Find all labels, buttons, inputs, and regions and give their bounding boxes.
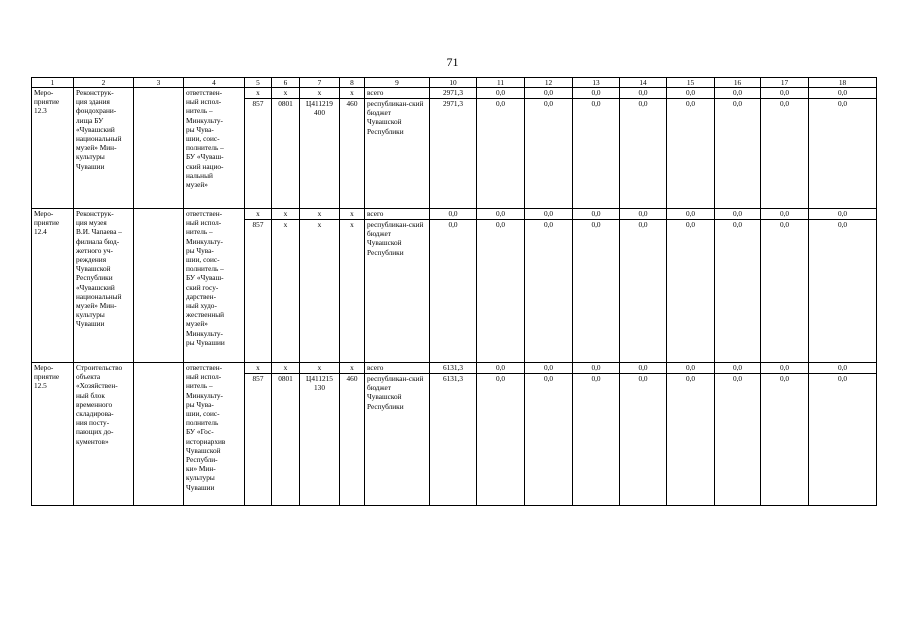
measure-description-line: ция здания: [76, 97, 110, 107]
measure-description-line: национальный: [76, 291, 122, 301]
measure-name-line: приятие: [34, 97, 60, 107]
column-header: 8: [340, 78, 365, 88]
executor: [184, 209, 245, 363]
measure-description-line: Республики: [76, 273, 113, 283]
amount-cell: 0,0: [573, 220, 620, 363]
measure-name-line: 12.3: [34, 106, 47, 116]
measure-description-line: ция музея: [76, 218, 107, 228]
amount-cell: 0,0: [525, 99, 573, 209]
executor-line: ный худо-: [186, 301, 217, 311]
empty-cell: [134, 209, 184, 363]
code-target-article: х: [300, 209, 340, 220]
measure-name-line: Меро-: [34, 209, 54, 218]
funding-source: республикан-ский бюджет Чувашской Республики: [365, 220, 430, 363]
code-target-article: Ц411215 130: [300, 374, 340, 506]
measure-name: [32, 88, 74, 209]
executor-line: нитель –: [186, 381, 213, 391]
funding-source: всего: [365, 363, 430, 374]
table-row-total: [32, 363, 877, 374]
executor-line: жественный: [186, 310, 225, 320]
amount-cell: 0,0: [667, 99, 715, 209]
code-section: 0801: [272, 374, 300, 506]
executor-line: Чувашии: [186, 482, 215, 492]
executor-line: ский госу-: [186, 282, 219, 292]
executor-line: БУ «Чуваш-: [186, 152, 224, 162]
code-target-article: х: [300, 363, 340, 374]
code-grbs: 857: [245, 374, 272, 506]
executor-line: Минкульту-: [186, 390, 223, 400]
amount-cell: 2971,3: [430, 99, 477, 209]
executor: [184, 363, 245, 506]
code-section: х: [272, 220, 300, 363]
measure-description-line: объекта: [76, 372, 101, 382]
executor-line: БУ «Гос-: [186, 427, 214, 437]
empty-cell: [134, 363, 184, 506]
measure-description: [74, 209, 134, 363]
measure-description-line: музей» Мин-: [76, 143, 117, 153]
amount-cell: 0,0: [715, 363, 761, 374]
executor-line: культуры: [186, 473, 215, 483]
executor-line: ный испол-: [186, 218, 222, 228]
empty-cell: [134, 88, 184, 209]
measure-description-line: «Чувашский: [76, 124, 115, 134]
amount-cell: 0,0: [573, 88, 620, 99]
page-number: 71: [446, 55, 459, 69]
amount-cell: 0,0: [809, 374, 877, 506]
amount-cell: 0,0: [573, 363, 620, 374]
measure-description: [74, 363, 134, 506]
measure-description-line: кументов»: [76, 436, 109, 446]
amount-cell: 0,0: [667, 209, 715, 220]
code-expense-type: х: [340, 363, 365, 374]
amount-cell: 0,0: [809, 220, 877, 363]
amount-cell: 0,0: [715, 374, 761, 506]
amount-cell: 0,0: [525, 88, 573, 99]
measure-description-line: фондохрани-: [76, 106, 117, 116]
code-grbs: х: [245, 88, 272, 99]
code-expense-type: 460: [340, 374, 365, 506]
code-target-article: х: [300, 88, 340, 99]
executor-line: нитель –: [186, 106, 213, 116]
column-header: 14: [620, 78, 667, 88]
amount-cell: 0,0: [573, 99, 620, 209]
column-header: 1: [32, 78, 74, 88]
code-section: х: [272, 88, 300, 99]
column-header: 3: [134, 78, 184, 88]
measure-description: [74, 88, 134, 209]
measure-description-line: Чувашской: [76, 264, 111, 274]
executor-line: ный испол-: [186, 97, 222, 107]
executor-line: шии, соис-: [186, 409, 220, 419]
measure-description-line: культуры: [76, 310, 105, 320]
measure-description-line: Строительство: [76, 363, 123, 372]
amount-cell: 0,0: [620, 374, 667, 506]
funding-source: всего: [365, 209, 430, 220]
amount-cell: 0,0: [620, 88, 667, 99]
funding-source: республикан-ский бюджет Чувашской Республики: [365, 99, 430, 209]
amount-cell: 0,0: [761, 209, 809, 220]
amount-cell: 0,0: [430, 220, 477, 363]
executor-line: дарствен-: [186, 291, 217, 301]
measure-description-line: складирова-: [76, 409, 114, 419]
measure-name-line: 12.5: [34, 381, 47, 391]
amount-cell: 0,0: [525, 374, 573, 506]
measure-description-line: «Чувашский: [76, 282, 115, 292]
executor-line: Минкульту-: [186, 328, 223, 338]
measure-description-line: «Хозяйствен-: [76, 381, 118, 391]
code-expense-type: х: [340, 88, 365, 99]
amount-cell: 0,0: [761, 363, 809, 374]
column-header: 2: [74, 78, 134, 88]
measure-description-line: ния посту-: [76, 418, 110, 428]
column-header: 11: [477, 78, 525, 88]
amount-cell: 2971,3: [430, 88, 477, 99]
executor: [184, 88, 245, 209]
amount-cell: 6131,3: [430, 363, 477, 374]
amount-cell: 6131,3: [430, 374, 477, 506]
column-header: 10: [430, 78, 477, 88]
executor-line: ки» Мин-: [186, 464, 216, 474]
measure-description-line: Чувашии: [76, 161, 105, 171]
column-header: 15: [667, 78, 715, 88]
code-section: х: [272, 363, 300, 374]
executor-line: музей»: [186, 319, 208, 329]
amount-cell: 0,0: [809, 88, 877, 99]
column-header: 18: [809, 78, 877, 88]
amount-cell: 0,0: [667, 220, 715, 363]
amount-cell: 0,0: [620, 99, 667, 209]
amount-cell: 0,0: [477, 209, 525, 220]
measure-description-line: реждения: [76, 255, 107, 265]
measure-description-line: Реконструк-: [76, 88, 114, 97]
measure-description-line: жетного уч-: [76, 245, 113, 255]
column-header: 13: [573, 78, 620, 88]
measure-description-line: национальный: [76, 134, 122, 144]
executor-line: ры Чува-: [186, 399, 214, 409]
measure-description-line: ный блок: [76, 390, 105, 400]
amount-cell: 0,0: [620, 363, 667, 374]
executor-line: Минкульту-: [186, 236, 223, 246]
code-expense-type: х: [340, 209, 365, 220]
code-grbs: 857: [245, 99, 272, 209]
executor-line: БУ «Чуваш-: [186, 273, 224, 283]
amount-cell: 0,0: [477, 220, 525, 363]
measure-description-line: пающих до-: [76, 427, 114, 437]
amount-cell: 0,0: [525, 220, 573, 363]
code-expense-type: 460: [340, 99, 365, 209]
column-header: 12: [525, 78, 573, 88]
code-section: 0801: [272, 99, 300, 209]
measure-name: [32, 209, 74, 363]
executor-line: полнитель: [186, 418, 219, 428]
measure-name-line: 12.4: [34, 227, 47, 237]
table-row-total: [32, 209, 877, 220]
amount-cell: 0,0: [477, 363, 525, 374]
amount-cell: 0,0: [715, 88, 761, 99]
executor-line: ный испол-: [186, 372, 222, 382]
measure-description-line: Чувашии: [76, 319, 105, 329]
funding-source: республикан-ский бюджет Чувашской Республики: [365, 374, 430, 506]
amount-cell: 0,0: [715, 209, 761, 220]
column-header: 6: [272, 78, 300, 88]
amount-cell: 0,0: [761, 374, 809, 506]
amount-cell: 0,0: [573, 209, 620, 220]
amount-cell: 0,0: [477, 374, 525, 506]
executor-line: полнитель –: [186, 264, 224, 274]
column-header: 16: [715, 78, 761, 88]
amount-cell: 0,0: [477, 99, 525, 209]
measure-name-line: приятие: [34, 218, 60, 228]
executor-line: Чувашской: [186, 445, 221, 455]
executor-line: ры Чува-: [186, 124, 214, 134]
code-target-article: х: [300, 220, 340, 363]
measure-description-line: лища БУ: [76, 115, 104, 125]
amount-cell: 0,0: [715, 99, 761, 209]
executor-line: ский нацио-: [186, 161, 224, 171]
code-grbs: х: [245, 209, 272, 220]
executor-line: полнитель –: [186, 143, 224, 153]
amount-cell: 0,0: [620, 220, 667, 363]
amount-cell: 0,0: [761, 220, 809, 363]
column-header: 5: [245, 78, 272, 88]
header-row: [32, 78, 877, 88]
amount-cell: 0,0: [620, 209, 667, 220]
measure-description-line: В.И. Чапаева –: [76, 227, 122, 237]
column-header: 4: [184, 78, 245, 88]
code-section: х: [272, 209, 300, 220]
column-header: 9: [365, 78, 430, 88]
executor-line: ответствен-: [186, 209, 223, 218]
amount-cell: 0,0: [573, 374, 620, 506]
amount-cell: 0,0: [761, 99, 809, 209]
executor-line: музей»: [186, 180, 208, 190]
executor-line: ры Чувашии: [186, 337, 225, 347]
code-expense-type: х: [340, 220, 365, 363]
measure-name: [32, 363, 74, 506]
amount-cell: 0,0: [477, 88, 525, 99]
amount-cell: 0,0: [430, 209, 477, 220]
amount-cell: 0,0: [667, 363, 715, 374]
measure-name-line: Меро-: [34, 363, 54, 372]
measure-name-line: приятие: [34, 372, 60, 382]
amount-cell: 0,0: [809, 209, 877, 220]
code-grbs: 857: [245, 220, 272, 363]
executor-line: ответствен-: [186, 88, 223, 97]
executor-line: Минкульту-: [186, 115, 223, 125]
budget-table: [31, 77, 877, 506]
executor-line: ответствен-: [186, 363, 223, 372]
measure-description-line: филиала бюд-: [76, 236, 120, 246]
amount-cell: 0,0: [809, 99, 877, 209]
amount-cell: 0,0: [525, 209, 573, 220]
measure-description-line: культуры: [76, 152, 105, 162]
code-target-article: Ц411219 400: [300, 99, 340, 209]
funding-source: всего: [365, 88, 430, 99]
executor-line: историархив: [186, 436, 226, 446]
measure-description-line: временного: [76, 399, 113, 409]
measure-name-line: Меро-: [34, 88, 54, 97]
amount-cell: 0,0: [667, 374, 715, 506]
amount-cell: 0,0: [809, 363, 877, 374]
table-row-total: [32, 88, 877, 99]
column-header: 7: [300, 78, 340, 88]
code-grbs: х: [245, 363, 272, 374]
executor-line: Республи-: [186, 455, 218, 465]
amount-cell: 0,0: [525, 363, 573, 374]
executor-line: нитель –: [186, 227, 213, 237]
column-header: 17: [761, 78, 809, 88]
executor-line: шии, соис-: [186, 134, 220, 144]
executor-line: нальный: [186, 170, 213, 180]
executor-line: шии, соис-: [186, 255, 220, 265]
executor-line: ры Чува-: [186, 245, 214, 255]
measure-description-line: Реконструк-: [76, 209, 114, 218]
amount-cell: 0,0: [715, 220, 761, 363]
measure-description-line: музей» Мин-: [76, 301, 117, 311]
amount-cell: 0,0: [761, 88, 809, 99]
amount-cell: 0,0: [667, 88, 715, 99]
